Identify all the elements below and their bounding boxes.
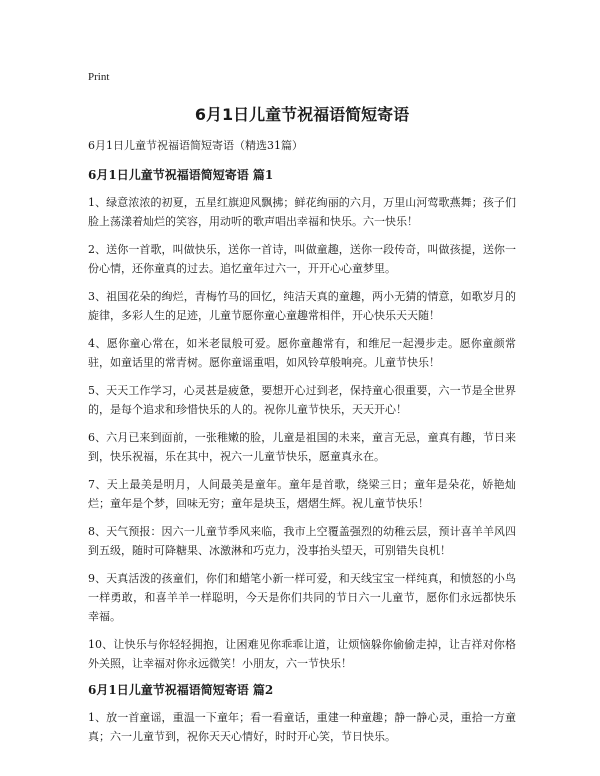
paragraph-1: 1、绿意浓浓的初夏，五星红旗迎风飘拂；鲜花绚丽的六月，万里山河莺歌燕舞；孩子们脸上荡漾着灿烂的笑容，用动听的歌声唱出幸福和快乐。六一快乐！ [88, 196, 516, 228]
paragraph-5: 5、天天工作学习，心灵甚是疲惫，要想开心过到老，保持童心很重要，六一节是全世界的，是每个追求和珍惜快乐的人的。祝你儿童节快乐，天天开心！ [88, 384, 516, 416]
document-subtitle: 6月1日儿童节祝福语简短寄语（精选31篇） [88, 139, 303, 152]
document-title: 6月1日儿童节祝福语简短寄语 [194, 105, 410, 124]
paragraph-1: 1、放一首童谣，重温一下童年；看一看童话，重建一种童趣；静一静心灵，重拾一方童真；六一儿童节到，祝你天天心情好，时时开心笑，节日快乐。 [88, 711, 516, 743]
section-heading: 6月1日儿童节祝福语简短寄语 篇1 [88, 168, 274, 182]
paragraph-6: 6、六月已来到面前，一张稚嫩的脸，儿童是祖国的未来，童言无忌，童真有趣，节日来到，快乐祝福，乐在其中，祝六一儿童节快乐，愿童真永在。 [88, 431, 516, 463]
paragraph-8: 8、天气预报：因六一儿童节季风来临，我市上空覆盖强烈的幼稚云层，预计喜羊羊风四到五级，随时可降糖果、冰激淋和巧克力，没事抬头望天，可别错失良机！ [88, 525, 516, 557]
paragraph-10: 10、让快乐与你轻轻拥抱，让困难见你乖乖让道，让烦恼躲你偷偷走掉，让吉祥对你格外关照，让幸福对你永远微笑！小朋友，六一节快乐！ [88, 638, 516, 670]
section-1 [88, 167, 516, 673]
paragraph-2: 2、送你一首歌，叫做快乐，送你一首诗，叫做童趣，送你一段传奇，叫做孩提，送你一份心情，还你童真的过去。追忆童年过六一，开开心心童梦里。 [88, 243, 516, 275]
paragraph-4: 4、愿你童心常在，如米老鼠般可爱。愿你童趣常有，和维尼一起漫步走。愿你童颜常驻，如童话里的常青树。愿你童谣重唱，如风铃草般响亮。儿童节快乐！ [88, 337, 516, 369]
section-heading: 6月1日儿童节祝福语简短寄语 篇2 [88, 683, 274, 697]
paragraph-3: 3、祖国花朵的绚烂，青梅竹马的回忆，纯洁天真的童趣，两小无猜的情意，如歌岁月的旋律，多彩人生的足迹，儿童节愿你童心童趣常相伴，开心快乐天天随！ [88, 290, 516, 322]
section-2 [88, 682, 516, 746]
paragraph-9: 9、天真活泼的孩童们，你们和蜡笔小新一样可爱，和天线宝宝一样纯真，和愤怒的小鸟一样勇敢，和喜羊羊一样聪明，今天是你们共同的节日六一儿童节，愿你们永远都快乐幸福。 [88, 572, 516, 623]
print-label: Print [88, 71, 110, 83]
paragraph-7: 7、天上最美是明月，人间最美是童年。童年是首歌，绕梁三日；童年是朵花，娇艳灿烂；童年是个梦，回味无穷；童年是块玉，熠熠生辉。祝儿童节快乐！ [88, 478, 516, 510]
